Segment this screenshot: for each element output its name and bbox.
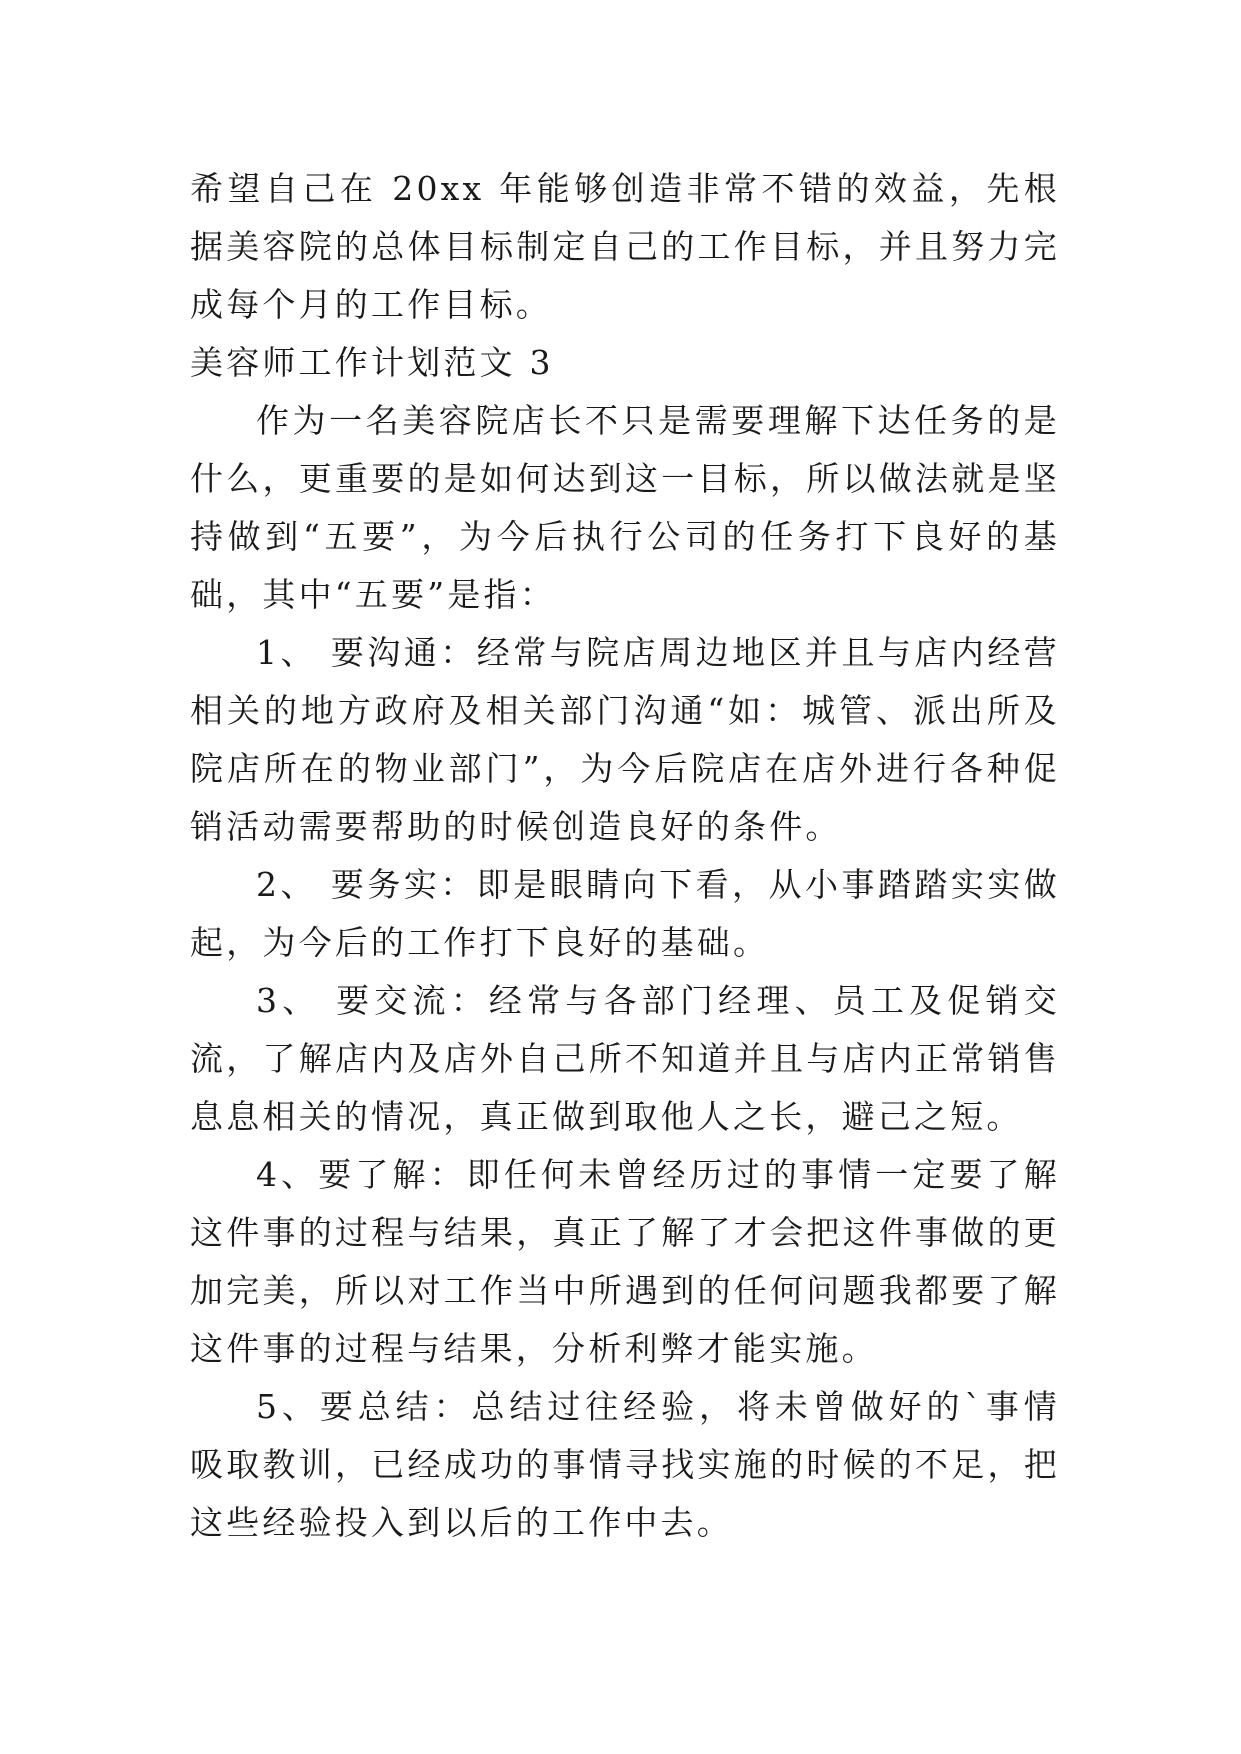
paragraph-item-summarize: 5、要总结：总结过往经验，将未曾做好的`事情吸取教训，已经成功的事情寻找实施的时候的不足，把这些经验投入到以后的工作中去。 — [190, 1387, 1060, 1542]
section-heading: 美容师工作计划范文 3 — [190, 343, 554, 382]
paragraph-item-understand: 4、要了解：即任何未曾经历过的事情一定要了解这件事的过程与结果，真正了解了才会把这件事做的更加完美，所以对工作当中所遇到的任何问题我都要了解这件事的过程与结果，分析利弊才能实施。 — [190, 1155, 1060, 1368]
paragraph-item-communicate: 1、 要沟通：经常与院店周边地区并且与店内经营相关的地方政府及相关部门沟通“如：城管、派出所及院店所在的物业部门”，为今后院店在店外进行各种促销活动需要帮助的时候创造良好的条件。 — [190, 633, 1060, 846]
paragraph-item-exchange: 3、 要交流：经常与各部门经理、员工及促销交流，了解店内及店外自己所不知道并且与店内正常销售息息相关的情况，真正做到取他人之长，避己之短。 — [190, 981, 1060, 1136]
paragraph-intro: 希望自己在 20xx 年能够创造非常不错的效益，先根据美容院的总体目标制定自己的工作目标，并且努力完成每个月的工作目标。 — [190, 169, 1060, 324]
paragraph-five-requirements: 作为一名美容院店长不只是需要理解下达任务的是什么，更重要的是如何达到这一目标，所以做法就是坚持做到“五要”，为今后执行公司的任务打下良好的基础，其中“五要”是指： — [190, 401, 1060, 614]
paragraph-item-practical: 2、 要务实：即是眼睛向下看，从小事踏踏实实做起，为今后的工作打下良好的基础。 — [190, 865, 1060, 962]
document-body — [190, 160, 1060, 1552]
